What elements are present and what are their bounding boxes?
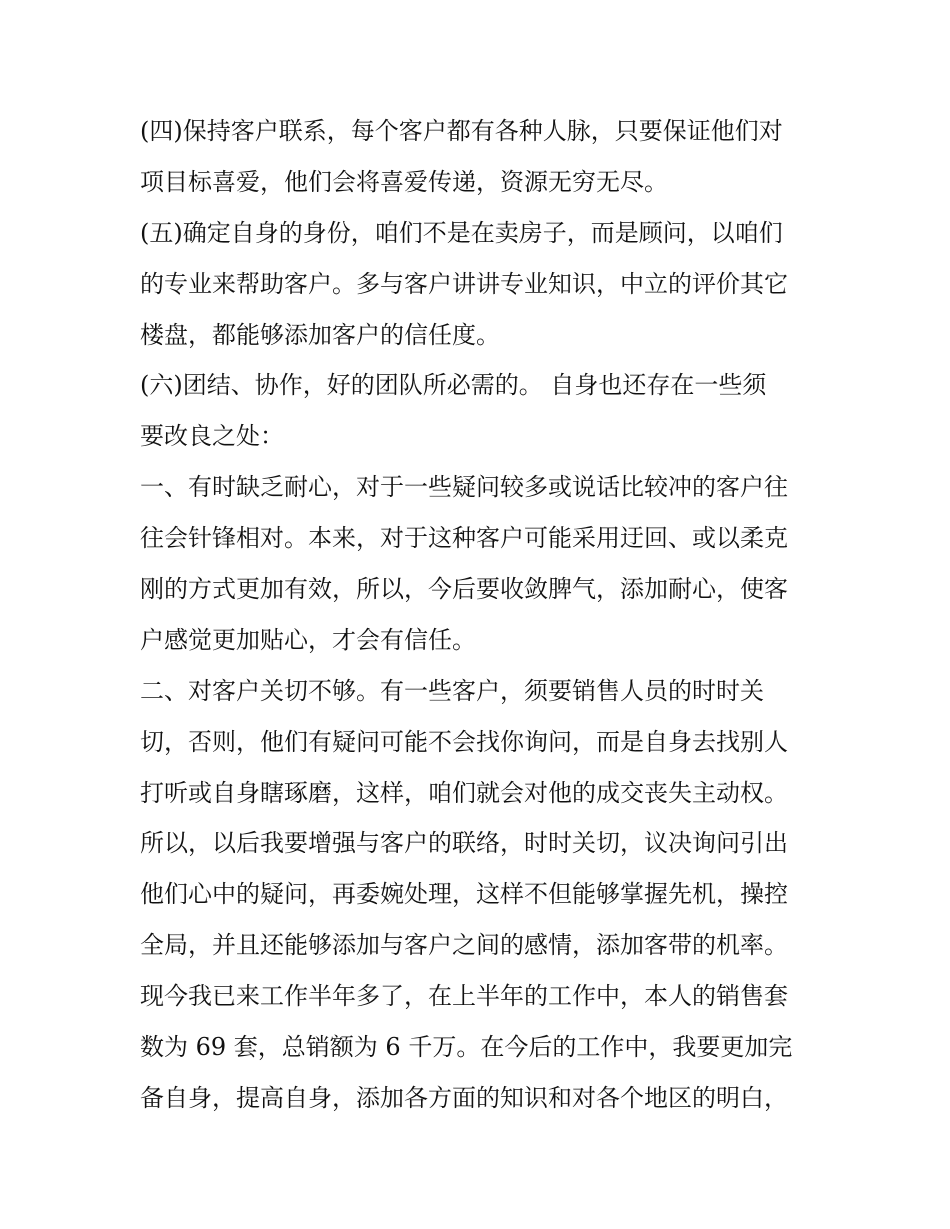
text-line: (五)确定自身的身份，咱们不是在卖房子，而是顾问，以咱们 bbox=[140, 218, 783, 247]
text-line: (六)团结、协作，好的团队所必需的。 自身也还存在一些须 bbox=[140, 371, 767, 400]
text-line: 打听或自身瞎琢磨，这样，咱们就会对他的成交丧失主动权。 bbox=[140, 778, 788, 807]
text-line: 现今我已来工作半年多了，在上半年的工作中，本人的销售套 bbox=[140, 982, 788, 1011]
text-line: 切，否则，他们有疑问可能不会找你询问，而是自身去找别人 bbox=[140, 727, 788, 756]
text-line: 备自身，提高自身，添加各方面的知识和对各个地区的明白， bbox=[140, 1083, 788, 1112]
text-line: 户感觉更加贴心，才会有信任。 bbox=[140, 625, 476, 654]
text-line: 刚的方式更加有效，所以，今后要收敛脾气，添加耐心，使客 bbox=[140, 575, 788, 604]
text-line: 要改良之处： bbox=[140, 422, 284, 451]
text-line: 全局，并且还能够添加与客户之间的感情，添加客带的机率。 bbox=[140, 931, 788, 960]
text-line: 数为 69 套，总销额为 6 千万。在今后的工作中，我要更加完 bbox=[140, 1033, 793, 1062]
text-line: 项目标喜爱，他们会将喜爱传递，资源无穷无尽。 bbox=[140, 167, 668, 196]
text-line: 楼盘，都能够添加客户的信任度。 bbox=[140, 320, 500, 349]
text-line: 二、对客户关切不够。有一些客户，须要销售人员的时时关 bbox=[140, 676, 764, 705]
text-line: 一、有时缺乏耐心，对于一些疑问较多或说话比较冲的客户往 bbox=[140, 473, 788, 502]
body-text bbox=[140, 106, 820, 1124]
text-line: 所以，以后我要增强与客户的联络，时时关切，议决询问引出 bbox=[140, 829, 788, 858]
text-line: 往会针锋相对。本来，对于这种客户可能采用迂回、或以柔克 bbox=[140, 524, 788, 553]
text-line: (四)保持客户联系，每个客户都有各种人脉，只要保证他们对 bbox=[140, 117, 783, 145]
text-line: 的专业来帮助客户。多与客户讲讲专业知识，中立的评价其它 bbox=[140, 269, 788, 298]
text-line: 他们心中的疑问，再委婉处理，这样不但能够掌握先机，操控 bbox=[140, 880, 788, 909]
